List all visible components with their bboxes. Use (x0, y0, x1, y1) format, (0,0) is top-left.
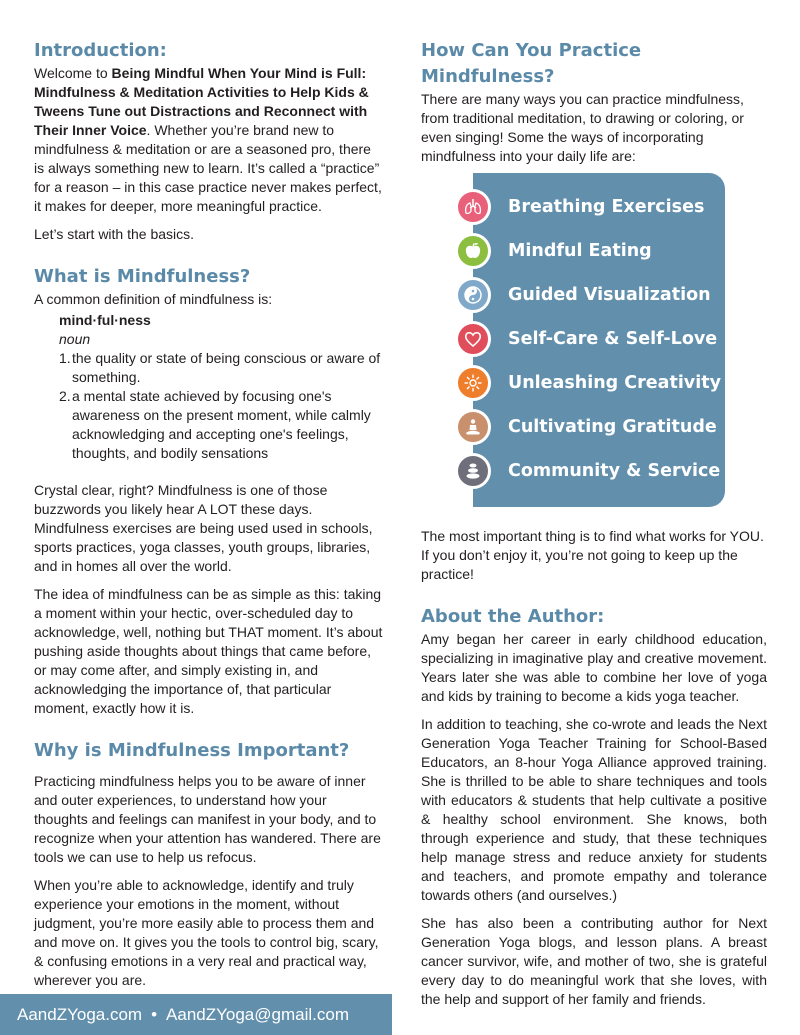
definition-list (59, 349, 384, 463)
practice-item (455, 275, 711, 315)
meditating-figure-icon (455, 409, 491, 445)
what-paragraph-1: Crystal clear, right? Mindfulness is one of those buzzwords you likely hear A LOT these days. Mindfulness exercises are being used used in schools, sports practices, yoga classes, youth groups, libraries, and in homes all over the world. (34, 482, 373, 574)
practice-item (455, 319, 717, 359)
practice-item (455, 363, 721, 403)
stacked-stones-icon (455, 453, 491, 489)
why-paragraph-2: When you’re able to acknowledge, identify and truly experience your emotions in the moment, without judgment, you’re more easily able to process them and and move on. It gives you the tools to control big, scary, & confusing emotions in a very real and practical way, wherever you are. (34, 877, 379, 988)
practice-label: Cultivating Gratitude (508, 416, 717, 437)
website-link[interactable]: AandZYoga.com (17, 1005, 143, 1024)
practice-label: Breathing Exercises (508, 196, 705, 217)
book-title: Being Mindful When Your Mind is Full: Mindfulness & Meditation Activities to Help Kids & Tweens Tune out Distractions and Reconnect with Their Inner Voice (34, 65, 369, 138)
practice-item (455, 407, 717, 447)
right-column (421, 38, 767, 1018)
how-outro: The most important thing is to find what works for YOU. If you don’t enjoy it, you’re not going to keep up the practice! (421, 528, 764, 582)
practices-panel (473, 173, 725, 507)
practice-item (455, 231, 652, 271)
practice-label: Mindful Eating (508, 240, 652, 261)
definition-number: 2. (59, 388, 71, 404)
how-intro: There are many ways you can practice mindfulness, from traditional meditation, to drawing or coloring, or even singing! Some the ways of incorporating mindfulness into your daily life are: (421, 91, 744, 164)
heart-icon (455, 321, 491, 357)
email-link[interactable]: AandZYoga@gmail.com (166, 1005, 349, 1024)
practice-item (455, 451, 720, 491)
definition-word: mind·ful·ness (59, 312, 151, 328)
definition-text: the quality or state of being conscious or aware of something. (72, 350, 381, 385)
definition-item (59, 387, 384, 463)
definition-number: 1. (59, 350, 71, 366)
footer-bar (0, 994, 392, 1035)
author-paragraph-2: In addition to teaching, she co-wrote and leads the Next Generation Yoga Teacher Training for School-Based Educators, an 8-hour Yoga Alliance approved training. She is thrilled to be able to share techniques and tools with educators & students that help cultivate a positive & healthy school environment. She knows, both through experience and study, that these techniques help manage stress and reduce anxiety for students and teachers, and promote empathy and tolerance towards others (and ourselves.) (421, 716, 767, 903)
intro-lead: Welcome to (34, 65, 112, 81)
left-column (34, 38, 384, 999)
author-paragraph-1: Amy began her career in early childhood education, specializing in imaginative play and creative movement. Years later she was able to combine her love of yoga and kids by training to become a kids yoga teacher. (421, 631, 767, 704)
how-heading: How Can You Practice Mindfulness? (421, 40, 642, 87)
author-paragraph-3: She has also been a contributing author for Next Generation Yoga blogs, and lesson plans. A breast cancer survivor, wife, and mother of two, she is grateful every day to do meaningful work that she loves, with the help and support of her family and friends. (421, 915, 767, 1007)
intro-paragraph (34, 64, 384, 216)
practice-label: Community & Service (508, 460, 721, 481)
definition-part-of-speech: noun (59, 331, 91, 347)
definition-block (59, 311, 384, 463)
what-heading: What is Mindfulness? (34, 266, 251, 287)
practice-item (455, 187, 704, 227)
practice-label: Unleashing Creativity (508, 372, 721, 393)
what-paragraph-2: The idea of mindfulness can be as simple as this: taking a moment within your hectic, over-scheduled day to acknowledge, well, nothing but THAT moment. It’s about pushing aside thoughts about things that came before, or may come after, and simply existing in, and acknowledging the importance of, that particular moment, exactly how it is. (34, 586, 383, 716)
definition-text: a mental state achieved by focusing one's awareness on the present moment, while calmly acknowledging and accepting one's feelings, thoughts, and bodily sensations (72, 388, 371, 461)
definition-item (59, 349, 384, 387)
intro-rest: . Whether you’re brand new to mindfulness & meditation or are a seasoned pro, there is always something new to learn. It’s called a “practice” for a reason – in this case practice never makes perfect, it makes for deeper, more meaningful practice. (34, 122, 382, 214)
intro-heading: Introduction: (34, 40, 167, 61)
practice-label: Self-Care & Self-Love (508, 328, 718, 349)
lungs-icon (455, 189, 491, 225)
practice-label: Guided Visualization (508, 284, 711, 305)
why-heading: Why is Mindfulness Important? (34, 740, 350, 761)
why-paragraph-1: Practicing mindfulness helps you to be aware of inner and outer experiences, to understand how your thoughts and feelings can manifest in your body, and to recognize when your attention has wandered. There are tools we can use to help us refocus. (34, 773, 381, 865)
intro-basics: Let’s start with the basics. (34, 226, 195, 242)
what-lead: A common definition of mindfulness is: (34, 291, 273, 307)
yin-yang-icon (455, 277, 491, 313)
footer-separator: • (151, 1005, 158, 1024)
author-heading: About the Author: (421, 606, 605, 627)
apple-icon (455, 233, 491, 269)
sunburst-icon (455, 365, 491, 401)
